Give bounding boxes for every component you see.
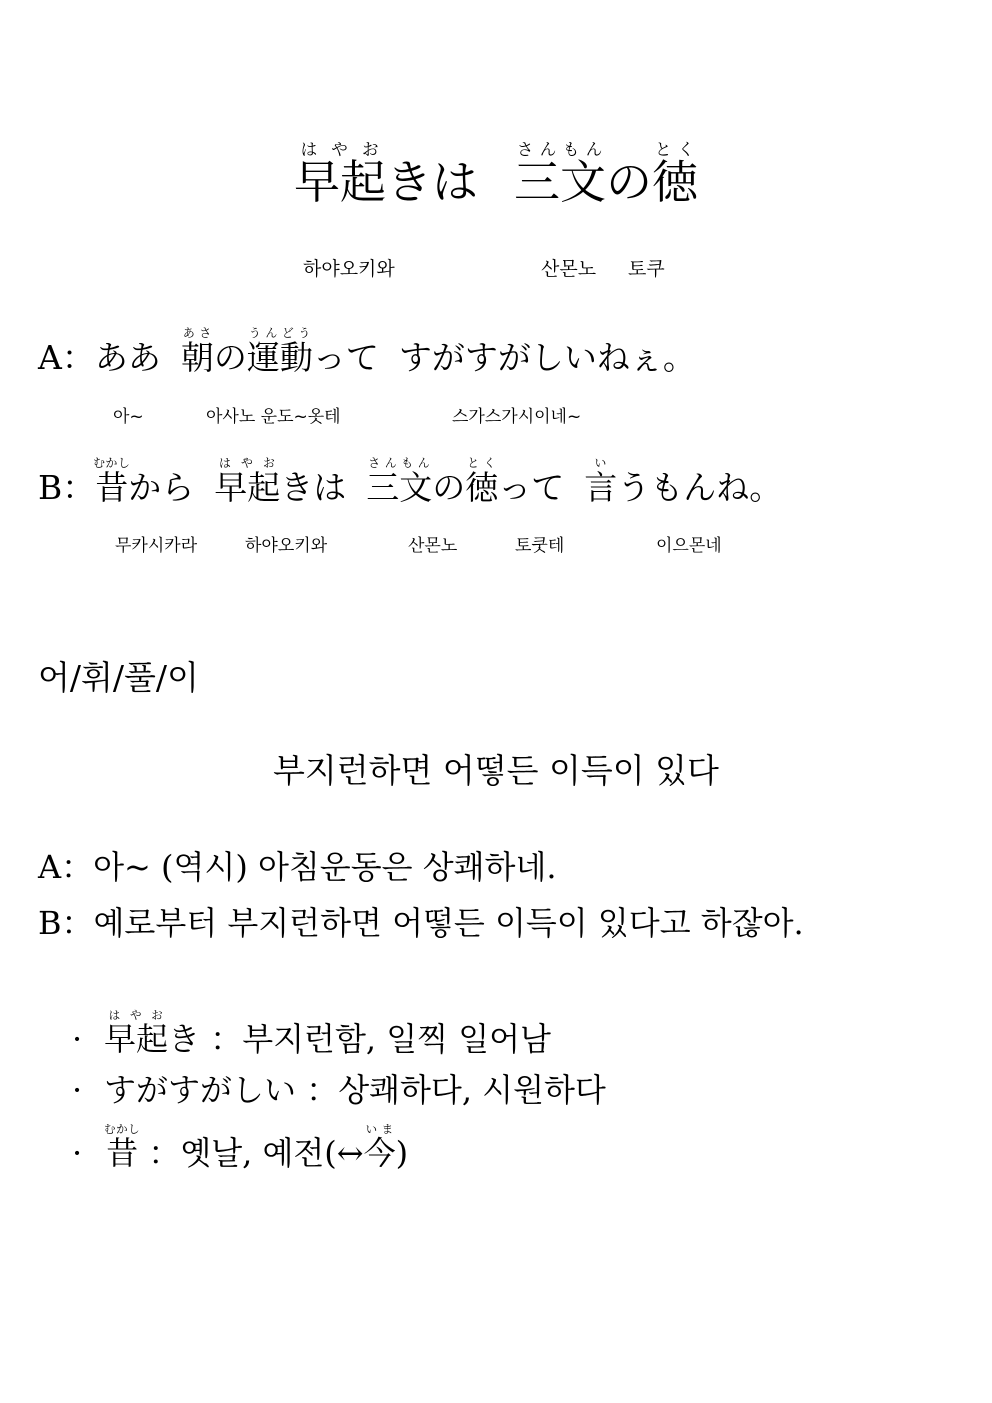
furigana: とく: [652, 140, 698, 159]
vocab-antonym: [363, 1122, 396, 1172]
kanji-with-furigana: [246, 326, 313, 377]
vocab-meaning: ：상쾌하다, 시원하다: [306, 1071, 606, 1109]
kanji-base: 運動: [246, 338, 313, 377]
dialogue-b-line: [38, 456, 782, 511]
translation-a: A：아~ (역시) 아침운동은 상쾌하네.: [38, 848, 557, 886]
kanji-base: 昔: [104, 1134, 141, 1172]
dialogue-b-reading-1: 무카시카라: [115, 536, 198, 556]
bullet-dot: ·: [72, 1020, 83, 1058]
kana-text: から: [128, 468, 195, 507]
vocab-heading: 어/휘/풀/이: [38, 658, 199, 697]
vocab-item: [72, 1122, 408, 1176]
furigana: いま: [363, 1122, 396, 1136]
furigana: うんどう: [246, 326, 313, 340]
vocab-item: [72, 1008, 551, 1062]
furigana: はやお: [214, 456, 281, 470]
kanji-base: 徳: [652, 155, 698, 209]
vocab-term: [104, 1071, 296, 1109]
dialogue-b-reading-3: 산몬노: [408, 536, 458, 556]
kanji-with-furigana: [180, 326, 214, 377]
dialogue-a-line: [38, 326, 696, 381]
vocab-meaning: ：부지런함, 일찍 일어남: [210, 1020, 551, 1058]
dialogue-a-reading-3: 스가스가시이네~: [452, 407, 582, 427]
vocab-term: [104, 1008, 201, 1058]
kanji-with-furigana: [514, 140, 606, 209]
vocab-term: [104, 1122, 141, 1172]
dialogue-b-reading-2: 하야오키와: [245, 536, 328, 556]
speaker-a: A：: [38, 338, 95, 377]
proverb-meaning: 부지런하면 어떻든 이득이 있다: [273, 751, 719, 790]
kanji-base: 朝: [180, 338, 214, 377]
furigana: さんもん: [514, 140, 606, 159]
furigana: はやお: [104, 1008, 168, 1022]
kanji-base: 三文: [514, 155, 606, 209]
kanji-with-furigana: [584, 456, 618, 507]
vocab-close-paren: ): [395, 1134, 409, 1172]
kanji-with-furigana: [104, 1008, 169, 1058]
kana-text: すがすがしい: [104, 1071, 297, 1109]
dialogue-a-reading-2: 아사노 운도~옷테: [206, 407, 341, 427]
translation-b: B：예로부터 부지런하면 어떻든 이득이 있다고 하잖아.: [38, 904, 804, 942]
proverb-title: [0, 140, 992, 213]
kanji-with-furigana: [214, 456, 281, 507]
vocab-item: [72, 1068, 606, 1113]
vocab-meaning: ：옛날, 예전(↔: [148, 1134, 364, 1172]
kana-text: きは: [280, 468, 347, 507]
furigana: はやお: [294, 140, 386, 159]
kana-text: の: [606, 155, 652, 209]
bullet-dot: ·: [72, 1134, 83, 1172]
kanji-base: 三文: [366, 468, 433, 507]
title-reading-1: 하야오키와: [303, 258, 395, 280]
kana-text: の: [432, 468, 466, 507]
furigana: あさ: [180, 326, 214, 340]
dialogue-b-reading-5: 이으몬네: [656, 536, 722, 556]
kana-text: うもんね。: [617, 468, 783, 507]
title-reading-2: 산몬노: [541, 258, 597, 280]
kanji-base: 言: [584, 468, 618, 507]
kanji-base: 徳: [465, 468, 499, 507]
kanji-with-furigana: [104, 1122, 141, 1172]
furigana: とく: [465, 456, 499, 470]
furigana: さんもん: [366, 456, 433, 470]
kanji-with-furigana: [366, 456, 433, 507]
title-reading-3: 토쿠: [628, 258, 665, 280]
kanji-with-furigana: [465, 456, 499, 507]
kana-text: ああ: [94, 338, 161, 377]
speaker-b: B：: [38, 468, 96, 507]
dialogue-a-japanese: [94, 326, 696, 377]
furigana: むかし: [93, 456, 131, 470]
kana-text: き: [168, 1020, 201, 1058]
kanji-base: 早起: [294, 155, 386, 209]
kana-text: って: [312, 338, 379, 377]
kanji-base: 昔: [93, 468, 131, 507]
kanji-with-furigana: [294, 140, 386, 209]
dialogue-b-reading-4: 토쿳테: [515, 536, 565, 556]
furigana: い: [584, 456, 618, 470]
kana-text: すがすがしいねぇ。: [398, 338, 696, 377]
kanji-base: 早起: [214, 468, 281, 507]
kana-text: って: [498, 468, 565, 507]
kanji-base: 早起: [104, 1020, 169, 1058]
kana-text: きは: [386, 155, 478, 209]
bullet-dot: ·: [72, 1071, 83, 1109]
kana-text: の: [213, 338, 247, 377]
kanji-base: 今: [363, 1134, 396, 1172]
dialogue-b-japanese: [93, 456, 783, 507]
dialogue-a-reading-1: 아~: [113, 407, 144, 427]
kanji-with-furigana: [652, 140, 698, 209]
furigana: むかし: [104, 1122, 141, 1136]
kanji-with-furigana: [93, 456, 131, 507]
kanji-with-furigana: [363, 1122, 396, 1172]
